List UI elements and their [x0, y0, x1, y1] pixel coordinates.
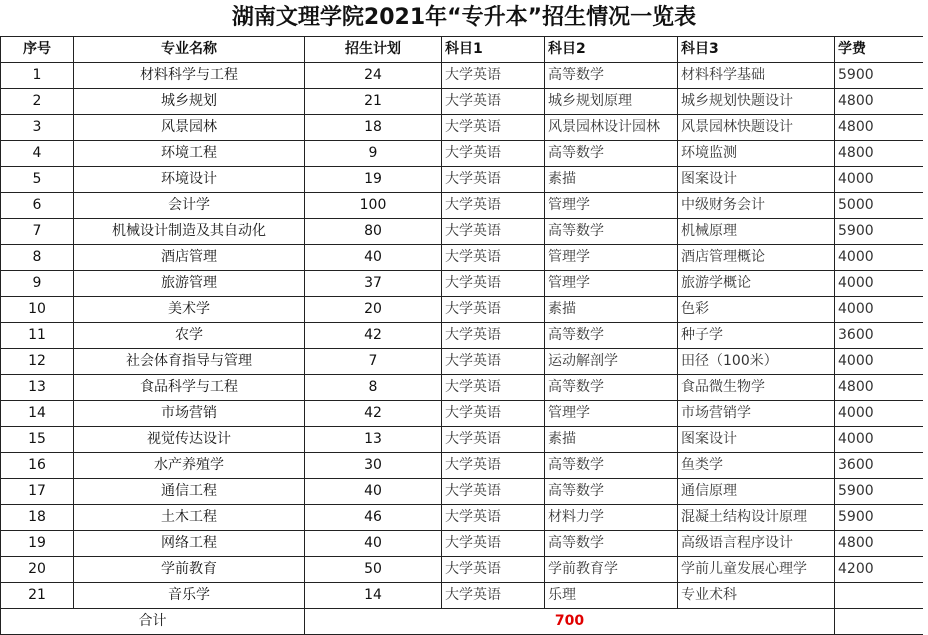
cell-plan: 14 [305, 583, 442, 609]
cell-fee: 5900 [835, 63, 924, 89]
cell-subject3: 学前儿童发展心理学 [678, 557, 835, 583]
cell-no: 13 [1, 375, 74, 401]
page-right-edge [923, 0, 928, 635]
cell-no: 18 [1, 505, 74, 531]
cell-fee: 4000 [835, 401, 924, 427]
cell-major: 材料科学与工程 [74, 63, 305, 89]
table-row [1, 271, 924, 297]
cell-subject1: 大学英语 [442, 271, 545, 297]
cell-subject3: 图案设计 [678, 167, 835, 193]
table-row [1, 141, 924, 167]
cell-subject2: 管理学 [545, 401, 678, 427]
table-row [1, 375, 924, 401]
cell-subject2: 高等数学 [545, 453, 678, 479]
table-row [1, 115, 924, 141]
table-row [1, 63, 924, 89]
cell-plan: 37 [305, 271, 442, 297]
table-row [1, 557, 924, 583]
cell-fee: 4000 [835, 297, 924, 323]
cell-no: 2 [1, 89, 74, 115]
table-row [1, 219, 924, 245]
cell-subject1: 大学英语 [442, 427, 545, 453]
cell-subject2: 高等数学 [545, 375, 678, 401]
table-body [1, 63, 924, 609]
cell-subject2: 高等数学 [545, 219, 678, 245]
cell-plan: 40 [305, 245, 442, 271]
total-fee-empty [835, 609, 924, 635]
cell-subject3: 酒店管理概论 [678, 245, 835, 271]
cell-plan: 13 [305, 427, 442, 453]
table-row [1, 401, 924, 427]
cell-major: 视觉传达设计 [74, 427, 305, 453]
cell-subject2: 风景园林设计园林 [545, 115, 678, 141]
cell-major: 农学 [74, 323, 305, 349]
header-plan: 招生计划 [305, 37, 442, 63]
cell-subject1: 大学英语 [442, 245, 545, 271]
table-row [1, 531, 924, 557]
cell-plan: 19 [305, 167, 442, 193]
cell-plan: 100 [305, 193, 442, 219]
cell-no: 9 [1, 271, 74, 297]
cell-plan: 9 [305, 141, 442, 167]
table-row [1, 89, 924, 115]
table-row [1, 193, 924, 219]
cell-fee: 3600 [835, 323, 924, 349]
cell-subject2: 素描 [545, 427, 678, 453]
cell-subject1: 大学英语 [442, 89, 545, 115]
header-subject2: 科目2 [545, 37, 678, 63]
cell-subject1: 大学英语 [442, 401, 545, 427]
cell-major: 社会体育指导与管理 [74, 349, 305, 375]
cell-subject2: 乐理 [545, 583, 678, 609]
page-title: 湖南文理学院2021年“专升本”招生情况一览表 [231, 5, 697, 30]
cell-no: 20 [1, 557, 74, 583]
cell-plan: 20 [305, 297, 442, 323]
cell-fee: 5900 [835, 479, 924, 505]
cell-major: 旅游管理 [74, 271, 305, 297]
cell-subject1: 大学英语 [442, 167, 545, 193]
cell-subject3: 混凝土结构设计原理 [678, 505, 835, 531]
cell-plan: 30 [305, 453, 442, 479]
enrollment-table [0, 36, 924, 635]
cell-subject1: 大学英语 [442, 531, 545, 557]
cell-major: 会计学 [74, 193, 305, 219]
cell-subject3: 色彩 [678, 297, 835, 323]
cell-major: 环境设计 [74, 167, 305, 193]
cell-subject3: 鱼类学 [678, 453, 835, 479]
cell-subject1: 大学英语 [442, 375, 545, 401]
cell-subject1: 大学英语 [442, 193, 545, 219]
cell-subject3: 风景园林快题设计 [678, 115, 835, 141]
cell-subject1: 大学英语 [442, 557, 545, 583]
cell-subject2: 学前教育学 [545, 557, 678, 583]
cell-major: 机械设计制造及其自动化 [74, 219, 305, 245]
cell-subject3: 通信原理 [678, 479, 835, 505]
cell-no: 14 [1, 401, 74, 427]
cell-subject1: 大学英语 [442, 349, 545, 375]
cell-subject2: 管理学 [545, 245, 678, 271]
cell-subject2: 高等数学 [545, 531, 678, 557]
cell-subject2: 高等数学 [545, 323, 678, 349]
cell-no: 16 [1, 453, 74, 479]
cell-subject3: 旅游学概论 [678, 271, 835, 297]
cell-subject3: 高级语言程序设计 [678, 531, 835, 557]
header-fee: 学费 [835, 37, 924, 63]
cell-subject1: 大学英语 [442, 219, 545, 245]
cell-no: 8 [1, 245, 74, 271]
table-row [1, 245, 924, 271]
table-row [1, 167, 924, 193]
cell-major: 美术学 [74, 297, 305, 323]
cell-major: 环境工程 [74, 141, 305, 167]
cell-subject2: 管理学 [545, 271, 678, 297]
cell-no: 6 [1, 193, 74, 219]
cell-fee: 4800 [835, 375, 924, 401]
total-label: 合计 [1, 609, 305, 635]
cell-major: 风景园林 [74, 115, 305, 141]
cell-no: 5 [1, 167, 74, 193]
cell-plan: 46 [305, 505, 442, 531]
cell-subject1: 大学英语 [442, 141, 545, 167]
cell-subject2: 素描 [545, 297, 678, 323]
cell-subject3: 田径（100米） [678, 349, 835, 375]
cell-subject3: 环境监测 [678, 141, 835, 167]
cell-no: 15 [1, 427, 74, 453]
cell-plan: 42 [305, 401, 442, 427]
cell-subject3: 中级财务会计 [678, 193, 835, 219]
cell-no: 7 [1, 219, 74, 245]
cell-major: 酒店管理 [74, 245, 305, 271]
cell-subject1: 大学英语 [442, 583, 545, 609]
cell-no: 1 [1, 63, 74, 89]
table-row [1, 323, 924, 349]
header-subject1: 科目1 [442, 37, 545, 63]
cell-fee: 5000 [835, 193, 924, 219]
cell-subject3: 材料科学基础 [678, 63, 835, 89]
cell-subject2: 运动解剖学 [545, 349, 678, 375]
total-row [1, 609, 924, 635]
cell-fee: 4000 [835, 167, 924, 193]
table-row [1, 297, 924, 323]
cell-subject3: 图案设计 [678, 427, 835, 453]
cell-plan: 18 [305, 115, 442, 141]
cell-fee: 4000 [835, 427, 924, 453]
cell-fee: 4000 [835, 271, 924, 297]
cell-subject1: 大学英语 [442, 479, 545, 505]
cell-fee [835, 583, 924, 609]
cell-plan: 40 [305, 479, 442, 505]
cell-fee: 4800 [835, 141, 924, 167]
cell-subject1: 大学英语 [442, 115, 545, 141]
cell-no: 12 [1, 349, 74, 375]
total-value: 700 [305, 609, 835, 635]
cell-major: 学前教育 [74, 557, 305, 583]
cell-subject3: 食品微生物学 [678, 375, 835, 401]
cell-plan: 24 [305, 63, 442, 89]
table-row [1, 427, 924, 453]
header-row [1, 37, 924, 63]
cell-major: 音乐学 [74, 583, 305, 609]
cell-plan: 8 [305, 375, 442, 401]
table-row [1, 349, 924, 375]
cell-subject3: 专业术科 [678, 583, 835, 609]
cell-subject2: 管理学 [545, 193, 678, 219]
cell-plan: 42 [305, 323, 442, 349]
cell-major: 城乡规划 [74, 89, 305, 115]
cell-major: 食品科学与工程 [74, 375, 305, 401]
cell-plan: 50 [305, 557, 442, 583]
cell-subject2: 高等数学 [545, 479, 678, 505]
cell-plan: 7 [305, 349, 442, 375]
cell-subject2: 材料力学 [545, 505, 678, 531]
cell-plan: 21 [305, 89, 442, 115]
table-row [1, 505, 924, 531]
header-subject3: 科目3 [678, 37, 835, 63]
cell-fee: 5900 [835, 219, 924, 245]
cell-subject1: 大学英语 [442, 297, 545, 323]
cell-subject1: 大学英语 [442, 63, 545, 89]
cell-no: 4 [1, 141, 74, 167]
cell-major: 水产养殖学 [74, 453, 305, 479]
cell-fee: 4200 [835, 557, 924, 583]
header-major: 专业名称 [74, 37, 305, 63]
cell-major: 土木工程 [74, 505, 305, 531]
cell-major: 市场营销 [74, 401, 305, 427]
cell-no: 17 [1, 479, 74, 505]
cell-subject3: 市场营销学 [678, 401, 835, 427]
cell-no: 19 [1, 531, 74, 557]
cell-subject1: 大学英语 [442, 323, 545, 349]
cell-subject3: 种子学 [678, 323, 835, 349]
cell-plan: 80 [305, 219, 442, 245]
cell-no: 3 [1, 115, 74, 141]
cell-subject2: 高等数学 [545, 63, 678, 89]
cell-fee: 3600 [835, 453, 924, 479]
cell-subject1: 大学英语 [442, 505, 545, 531]
cell-major: 通信工程 [74, 479, 305, 505]
table-row [1, 453, 924, 479]
cell-subject2: 高等数学 [545, 141, 678, 167]
cell-subject1: 大学英语 [442, 453, 545, 479]
cell-no: 10 [1, 297, 74, 323]
table-row [1, 479, 924, 505]
header-no: 序号 [1, 37, 74, 63]
cell-subject2: 城乡规划原理 [545, 89, 678, 115]
cell-major: 网络工程 [74, 531, 305, 557]
cell-fee: 4800 [835, 531, 924, 557]
cell-fee: 4800 [835, 89, 924, 115]
cell-fee: 4000 [835, 349, 924, 375]
cell-subject3: 机械原理 [678, 219, 835, 245]
cell-no: 21 [1, 583, 74, 609]
cell-fee: 4000 [835, 245, 924, 271]
cell-subject3: 城乡规划快题设计 [678, 89, 835, 115]
cell-plan: 40 [305, 531, 442, 557]
cell-no: 11 [1, 323, 74, 349]
cell-fee: 4800 [835, 115, 924, 141]
cell-fee: 5900 [835, 505, 924, 531]
cell-subject2: 素描 [545, 167, 678, 193]
table-row [1, 583, 924, 609]
